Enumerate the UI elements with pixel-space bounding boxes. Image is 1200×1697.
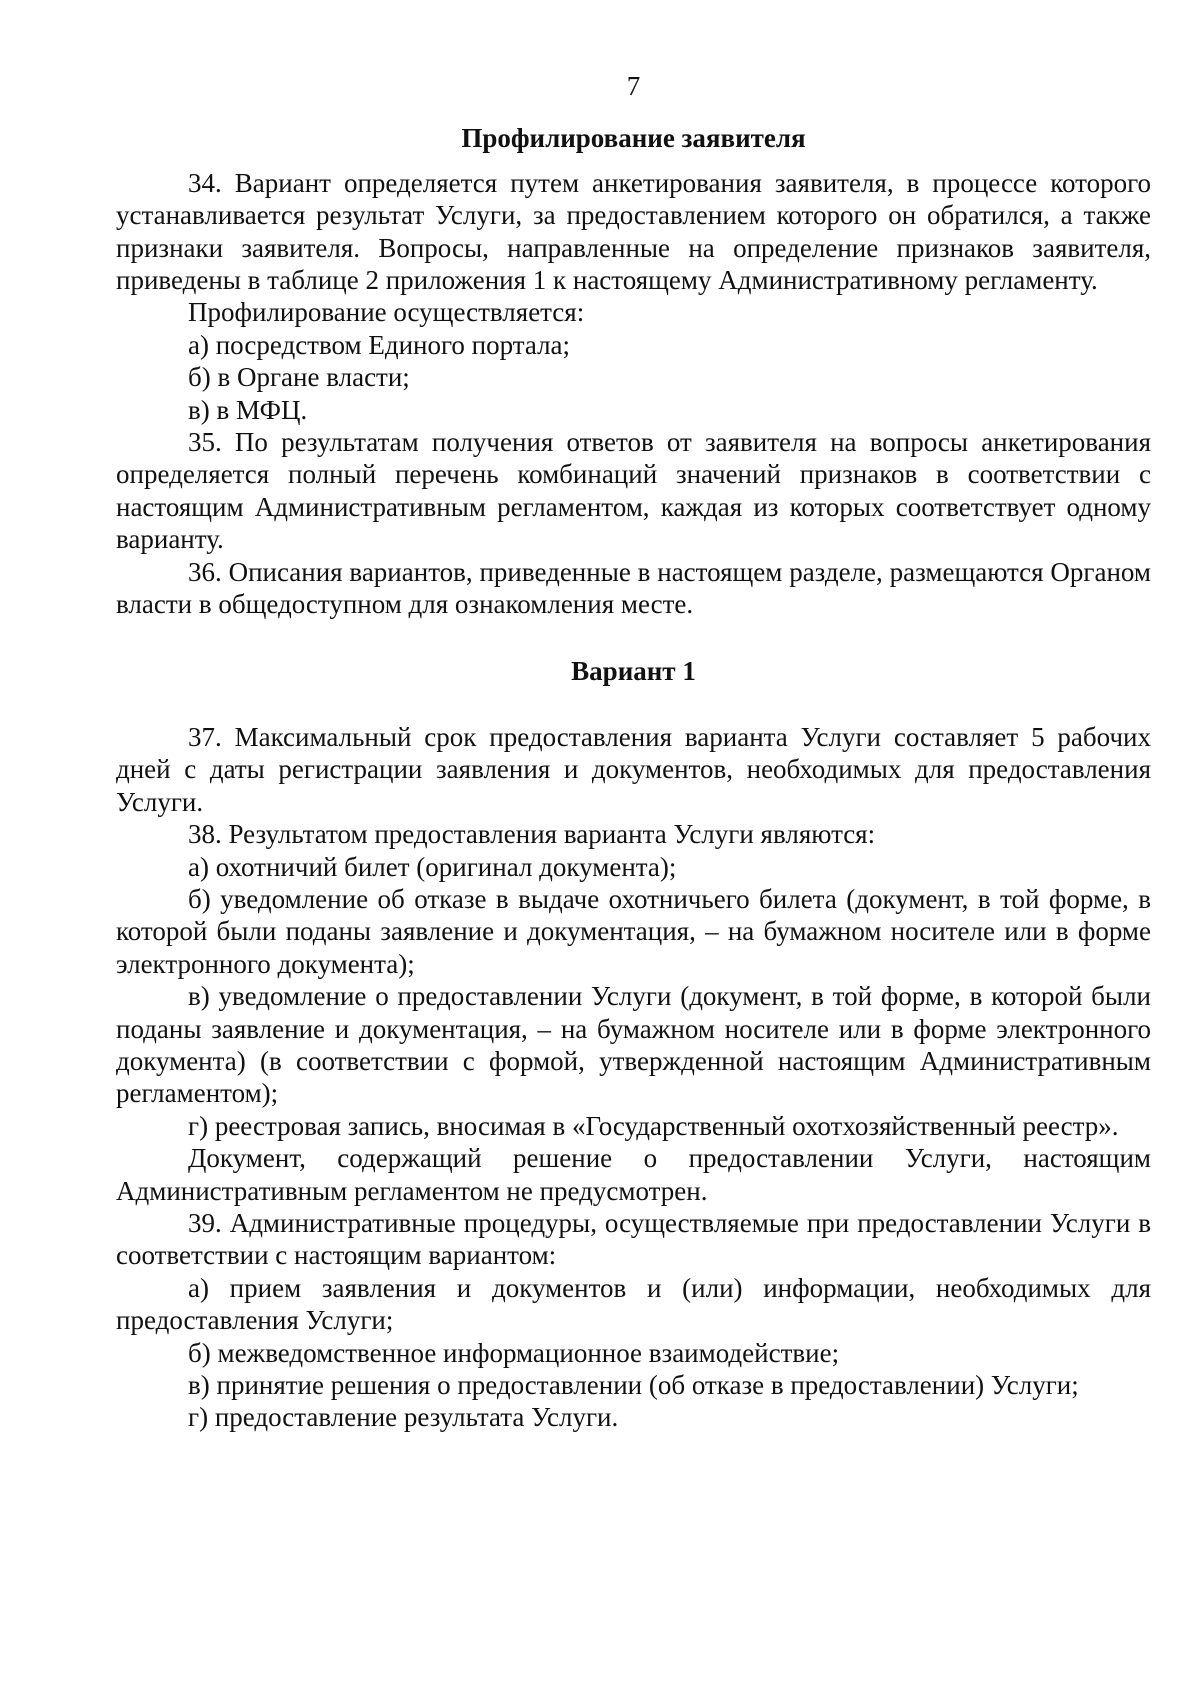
paragraph-35: 35. По результатам получения ответов от заявителя на вопросы анкетирования определяется полный перечень комбинаций значений признаков в соответствии с настоящим Административным регламентом, каждая из которых соответствует одному варианту. [116,427,1151,555]
list-item-b: б) межведомственное информационное взаимодействие; [188,1337,840,1368]
page-number: 7 [626,71,641,101]
section-title-profiling: Профилирование заявителя [461,123,806,154]
paragraph-37: 37. Максимальный срок предоставления варианта Услуги составляет 5 рабочих дней с даты регистрации заявления и документов, необходимых для предоставления Услуги. [116,721,1151,817]
list-item-c: в) в МФЦ. [188,394,308,425]
list-item-a: а) прием заявления и документов и (или) информации, необходимых для предоставления Услуги; [116,1272,1151,1336]
section-body-profiling [116,167,1151,621]
list-item-b: б) уведомление об отказе в выдаче охотничьего билета (документ, в той форме, в которой были поданы заявление и документация, – на бумажном носителе или в форме электронного документа); [116,883,1151,979]
paragraph-36: 36. Описания вариантов, приведенные в настоящем разделе, размещаются Органом власти в общедоступном для ознакомления месте. [116,556,1151,620]
list-item-v: в) принятие решения о предоставлении (об отказе в предоставлении) Услуги; [188,1370,1079,1401]
list-item-g: г) предоставление результата Услуги. [188,1402,619,1433]
paragraph-decision-document: Документ, содержащий решение о предоставлении Услуги, настоящим Административным регламентом не предусмотрен. [116,1143,1151,1206]
paragraph-38: 38. Результатом предоставления варианта Услуги являются: [188,819,876,850]
list-item-a: а) охотничий билет (оригинал документа); [188,851,677,882]
paragraph-profiling-intro: Профилирование осуществляется: [188,297,585,328]
section-title-variant-1: Вариант 1 [571,655,696,686]
list-item-b: б) в Органе власти; [188,362,410,393]
section-body-variant-1 [116,721,1151,1434]
list-item-v: в) уведомление о предоставлении Услуги (документ, в той форме, в которой были поданы заявление и документация, – на бумажном носителе или в форме электронного документа) (в соответствии с формой, утвержденной настоящим Административным регламентом); [116,981,1151,1109]
list-item-a: а) посредством Единого портала; [188,329,571,360]
paragraph-39: 39. Административные процедуры, осуществляемые при предоставлении Услуги в соответствии с настоящим вариантом: [116,1208,1151,1271]
paragraph-34: 34. Вариант определяется путем анкетирования заявителя, в процессе которого устанавливается результат Услуги, за предоставлением которого он обратился, а также признаки заявителя. Вопросы, направленные на определение признаков заявителя, приведены в таблице 2 приложения 1 к настоящему Административному регламенту. [116,167,1151,296]
list-item-g: г) реестровая запись, вносимая в «Государственный охотхозяйственный реестр». [188,1110,1119,1141]
